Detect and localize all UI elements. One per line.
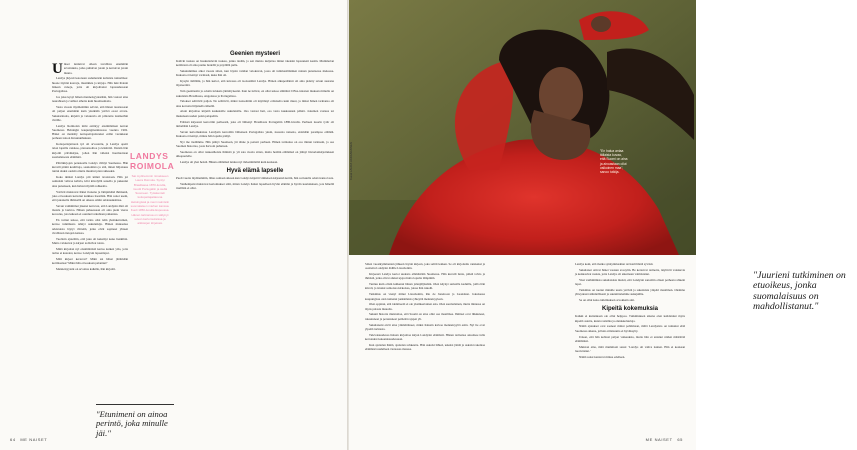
paragraph: Se on ollut koko tutkimuksen arvokkain anti. bbox=[579, 298, 635, 303]
pullquote-rule bbox=[96, 404, 174, 405]
paragraph: Sukulaiseni eivät aina ymmärtäneet, miksi halusin kaivaa menneisyyttä esiin. Nyt he ovat ylpeitä tarinasta. bbox=[365, 322, 485, 331]
photo-caption: "En halua antaa tällaista kuvaa, että Suomi on aina ja ainoastaan ollut valkoinen maa", sanoo tutkija. bbox=[600, 149, 628, 175]
paragraph: Aloin kirjoittaa kirjeitä kaukaisille sukulaisille. Osa vastasi heti, osa vasta kuukausien päästä. Jokainen vastaus toi mukanaan uuden palan palapeliin. bbox=[176, 109, 334, 118]
paragraph: Menneisyyteni on arvoitus kaikille, hän kirjoitti. bbox=[56, 267, 116, 272]
photo-credit: Kuvat LAURA HAKKARAINEN bbox=[349, 142, 353, 180]
article-paragraphs bbox=[575, 314, 685, 359]
paragraph: Yksi vanhimmista sukulaisista muisti, että Landysin sanottiin olleen perheen rohkein lapsi. bbox=[575, 277, 685, 287]
paragraph: Kahvin tuoksu on houkuttelevin tuoksu, jonka tiedän, ja sen muisto kuljettaa minut takaisin lapsuuteni kesiin. Mummolan keittiössä oli aina pannu liedellä ja pöydällä pulla. bbox=[176, 59, 334, 68]
paragraph: Suomessa on ollut ruskeaihoisia ihmisiä jo yli sata vuotta sitten, mutta heidän elämänsä on jäänyt historiankirjoituksen ulkopuolelle. bbox=[176, 149, 334, 159]
paragraph: Minä kirjoitan nyt ensimmäistä kertaa kaiken ylös, jotta tarina ei katoaisi, kertoo Landysin lapsenlapsi. bbox=[52, 246, 128, 256]
paragraph: Jos joku kysyi hänen menneisyydestään, hän vastasi aina naurahtaen ja vaihtoi aihetta kuin huomaamatta. bbox=[52, 94, 128, 104]
dropcap: U bbox=[52, 61, 63, 77]
paragraph: Ystävät muistavat hänet iloisena ja lämpimänä ihmisenä, joka ei koskaan kertonut kaikkea itsestään. Hän sanoi usein, että jokaisella ihmisellä on oikeus omiin salaisuuksiinsa. bbox=[52, 189, 128, 202]
article-paragraphs bbox=[575, 262, 685, 302]
article-column-4 bbox=[575, 262, 685, 430]
magazine-name: ME NAISET bbox=[20, 437, 48, 442]
paragraph: Päiväkirjojen perusteella Landys viihtyi Suomessa. Hän kuvaili pitkiä kesäiltoja, saunomista ja sitä, miten hiljaisuus tuntui aluksi oudolta mutta muuttui pian rakkaaksi. bbox=[52, 160, 128, 174]
article-paragraphs bbox=[365, 262, 485, 351]
paragraph: En voinut uskoa, että tarina olisi näin yksinkertainen, kertoo tutkimusta tehnyt sukututkija. Hänen mukaansa arkistoista löytyi viitteitä, jotka eivät sopineet yhteen virallisten tietojen kanssa. bbox=[52, 218, 128, 235]
raised-hand bbox=[591, 16, 611, 32]
paragraph: niset tuntuivat olleen tavallista enemmän arvoituksia, jotka puhuivat jotain ja kertoivat jotain muuta. bbox=[63, 62, 128, 75]
paragraph: Kysyin äidiltäni, ja hän kertoi, että kuvassa oli isoisoäitini Landys. Hänen alkuperäänsä oli aina pidetty suvun suurena mysteerinä. bbox=[176, 79, 334, 88]
pull-quote: "Etunimeni on ainoa perintö, joka minulle jäi." bbox=[96, 409, 168, 438]
paragraph: Tulevaisuudessa haluan kirjoittaa kirjan Landysin elämästä. Hänen tarinansa ansaitsee tulla kerrotuksi kokonaisuudessaan. bbox=[365, 332, 485, 341]
paragraph: Sukututkimus alkoi vuosia sitten, kun löysin vanhan valokuvan, jossa oli tummasilmäinen nainen punaisessa mekossa. Kukaan ei tiennyt varmasti, kuka hän oli. bbox=[176, 69, 334, 78]
paragraph: Sukuni historia muistuttaa, että Suomi on aina ollut osa maailmaa. Ihmiset ovat liikkuneet, rakastuneet ja perustaneet perheitä rajojen yli. bbox=[365, 312, 485, 321]
paragraph: Eräässä kirjeessä kerrottiin perheestä, joka oli lähtenyt Brasiliasta Portugaliin 1880-luvulla. Perheen nuorin tytär oli nimeltään Landys. bbox=[176, 119, 334, 128]
paragraph: Landys Roimolan nimi esiintyy ensimmäisen kerran Suomessa Helsingin kaupunginarkistossa vuonna 1902. Hänet on merkitty kotiopettajattareksi erään varakkaan perheen taloon Kruununhakaan. bbox=[52, 123, 128, 141]
paragraph: Tein geenitestin ja odotin tuloksia jännittyneenä. Kun ne tulivat, en ollut uskoa silmiäni: DNA-tulosten mukaan minulla on sukulaisia Brasiliassa, Angolassa ja Portugalissa. bbox=[176, 89, 334, 98]
page-folio bbox=[646, 437, 686, 442]
paragraph: Nyt me tiedämme. Hän päätyi Suomeen, jäi tänne ja perusti perheen. Hänen tarinansa on osa minun tarinaani, ja osa Suomen historiaa, josta harvoin puhutaan. bbox=[176, 139, 334, 148]
paragraph: Nämä sanat kantavat minua edelleen. bbox=[579, 354, 626, 359]
page-number: 64 bbox=[10, 437, 16, 442]
paragraph: Tutkimus on vienyt minut Lissaboniin, Rio de Janeiroon ja Luandaan. Jokaisessa kaupungissa olen tuntenut jonkinlaista yhteyttä menneisyyteen. bbox=[365, 292, 485, 301]
paragraph: Vasta vuosia myöhemmin selvisi, että hänen taustassaan oli paljon enemmän kuin yksikään ystävä osasi arvata. Sukutarinoita, kirjeitä ja valokuvia oli piilotettu laatikoihin vintille. bbox=[52, 105, 128, 122]
article-paragraphs bbox=[176, 176, 334, 190]
paragraph: Vanhempani muistavat kertomukset siitä, miten Landys halusi lapselleen hyvän elämän ja hyvän koulutuksen, jota hänellä itsellään ei ollut. bbox=[176, 182, 334, 191]
paragraph: Nämä ajatukset ovat saaneet minut pohtimaan, miltä Landysista on tuntunut elää Suomessa aikana, jolloin erilaisuutta ei hyväksytty. bbox=[575, 324, 685, 333]
pull-quote: "Juurieni tutkiminen on etuoikeus, jonka suomalaisuus on mahdollistanut." bbox=[753, 270, 846, 313]
right-page bbox=[349, 0, 846, 450]
paragraph: Landys oli yksi heistä. Hänen elämänsä tuntuu nyt tärkeämmältä kuin koskaan. bbox=[180, 159, 278, 164]
paragraph: Sukulaiset ottivat hänet vastaan avosylin. He kertoivat tarinoita, näyttivät valokuvia ja kokkasivat ruokia, joita Landys oli aikoinaan valmistanut. bbox=[575, 267, 685, 277]
paragraph: Tuntuu kuin olisin kulkenut hänen jalanjäljissään. Olen käynyt samoilla kaduilla, joilla hän käveli, ja istunut samoissa kirkoissa, joissa hän rukoili. bbox=[365, 282, 485, 291]
paragraph: Sitten vuosikymmenten jälkeen löysin kirjeen, joka selitti kaiken. Se oli kirjoitettu ranskaksi ja osoitettu Landysin äidille Lissaboniin. bbox=[365, 262, 485, 271]
magazine-name: ME NAISET bbox=[645, 437, 673, 442]
paragraph: Kirjeessä Landys kertoi uudesta elämästään Suomessa. Hän kuvaili lunta, pitkiä talvia ja ihmisiä, jotka olivat aluksi ujoja mutta lopulta lämpimiä. bbox=[365, 272, 485, 281]
paragraph: Uskon, että hän kohtasi paljon vaikeuksia, mutta hän ei antanut niiden määrittää elämäänsä. bbox=[575, 334, 685, 343]
paragraph: Muistan aina, mitä mummoni sanoi: 'Landys oli vahva nainen. Hän ei koskaan luovuttanut.' bbox=[575, 344, 685, 353]
page-number: 65 bbox=[677, 437, 683, 442]
subhead-kipeita-kokemuksia: Kipeitä kokemuksia bbox=[601, 306, 659, 313]
paragraph: Mitä kirjeet kertovat? Mikä sai hänet jättämään kotimaansa? Miksi hän ei koskaan palannut? bbox=[52, 256, 128, 266]
paragraph: Koko ikänsä Landys piti kiinni tavoistaan. Hän joi aamuisin vahvaa kahvia, kävi kävelyllä sateella ja pukeutui aina punaiseen, kun halusi näyttää rohkealta. bbox=[52, 175, 128, 188]
paragraph: Suvun vanhimmat jäsenet kertovat, että Landysin ääni oli matala ja laulava. Hänen puheessaan oli aina pieni vieras korostus, jota kukaan ei osannut tarkalleen paikantaa. bbox=[52, 203, 128, 217]
page-folio bbox=[10, 437, 50, 442]
portrait-photo bbox=[349, 0, 696, 255]
paragraph: Puoli vuotta myöhemmin, lähes samaan aikaan kun Landys kirjoitti viimeisen kirjeensä kotiin, hän sai kuulla odottavansa lasta. bbox=[176, 176, 334, 181]
paragraph: Tutkimus on tuonut minulle uusia ystäviä ja sukulaisia ympäri maailman. Olemme yhteydessä säännöllisesti ja suunnittelemme sukujuhlia. bbox=[575, 288, 685, 297]
paragraph: Tulokset selittivät paljon. Ne selittivät, miksi isoisoäitini oli näyttänyt erilaiselta kuin muut, ja miksi hänen tarinansa oli aina kerrottu hiljaisella äänellä. bbox=[176, 99, 334, 108]
article-column-3 bbox=[365, 262, 485, 432]
left-page bbox=[0, 0, 347, 450]
paragraph: Kaikki ei kuitenkaan ole ollut helppoa. Tutkimuksen aikana olen kohdannut myös kipeitä asioita, kuten rasismia ja ennakkoluuloja. bbox=[575, 314, 685, 323]
subhead-hyva-elama: Hyvä elämä lapselle bbox=[226, 168, 284, 175]
paragraph: Landys koki, että matka synnyinmaahan ravisteli häntä syvästi. bbox=[575, 262, 654, 266]
subhead-geenien-mysteeri: Geenien mysteeri bbox=[229, 51, 281, 57]
person-sidebar bbox=[130, 151, 175, 312]
paragraph: Tuolloin ajateltiin, että joku oli keksinyt koko henkilön. Mutta valokuvat ja kirjeet todistivat toista. bbox=[52, 236, 128, 246]
sidebar-title: LANDYS ROIMOLA bbox=[130, 151, 175, 171]
paragraph: Kotiopettajattaren työ oli arvostettu, ja Landys opetti talon lapsille ranskaa, pianonsoittoa ja käsitöitä. Iltaisin hän kirjoitti päiväkirjaa, johon hän tallensi huomioitaan suomalaisesta elämästä. bbox=[52, 142, 128, 159]
sidebar-text: Sai myöhemmin nimekseen Laura Roimola. Syntyi Brasiliassa 1870-luvulla, muutti Portugaliin ja sieltä Suomeen. Työskenteli kotiopettajattarena Helsingissä ja meni naimisiin suomalaisen miehen kanssa. Kuoli 1950-luvulla Espoossa. Hänen tarinansa on säilynyt suvun kertomuksissa ja arkistojen kirjeissä. bbox=[130, 174, 170, 226]
paragraph: Suvun kertomuksissa Landysin kerrottiin lähteneen Portugalista yksin, nuorena naisena, etsimään parempaa elämää. Kukaan ei tiennyt, minne hän lopulta päätyi. bbox=[176, 129, 334, 138]
article-column-2 bbox=[176, 47, 334, 432]
article-paragraphs bbox=[52, 62, 128, 271]
paragraph: Landys järjesti kotonaan sademetsän kaltaista tunnelmaa: huone täynnä kasveja, musiikkia ja kirjoja. Hän luki iltaisin ääneen runoja, joita oli kirjoittanut lapsuudessaan Portugalissa. bbox=[52, 76, 128, 94]
paragraph: Kun ajattelen häntä, ajattelen rohkeutta. Hän uskalsi lähteä, uskalsi jäädä ja uskalsi rakentaa elämänsä uudelleen vieraassa maassa. bbox=[365, 342, 485, 351]
article-paragraphs bbox=[176, 59, 334, 164]
paragraph: Olen oppinut, että identiteetti ei ole yksinkertainen asia. Olen suomalainen, mutta minussa on myös palasia muualta. bbox=[365, 302, 485, 311]
article-column-1 bbox=[52, 62, 128, 407]
